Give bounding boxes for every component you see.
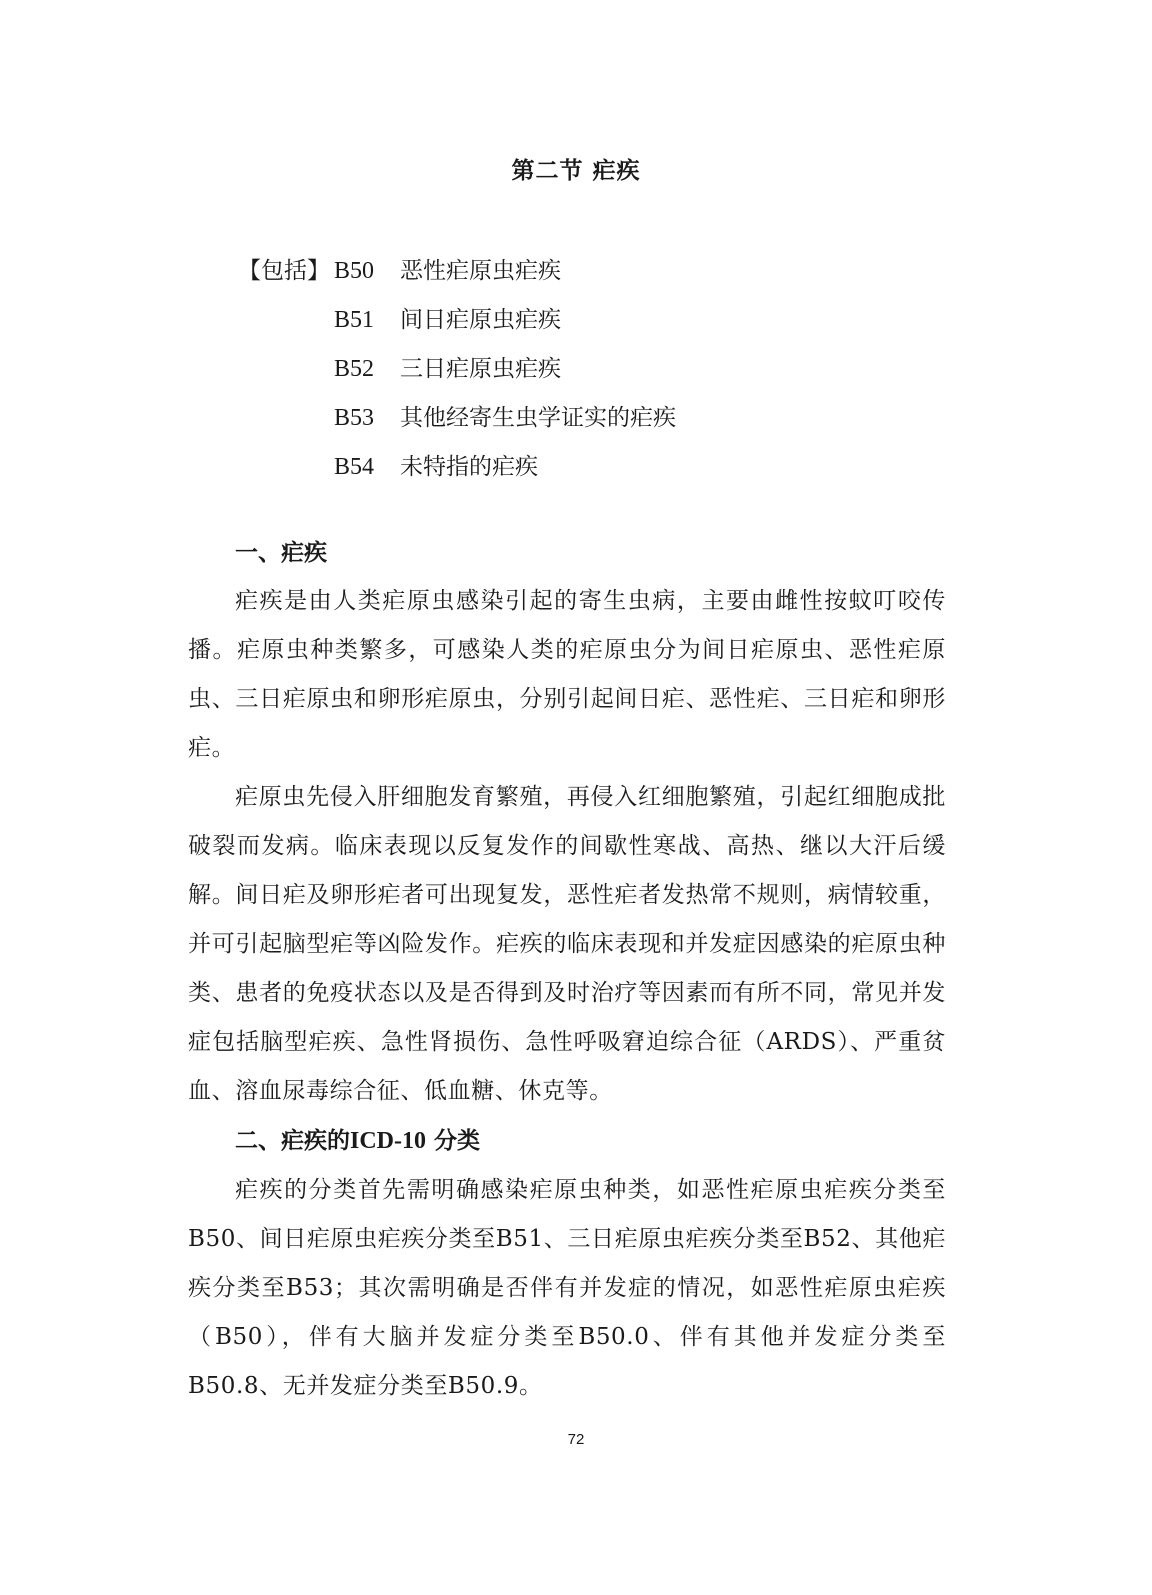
include-name: 其他经寄生虫学证实的疟疾 [400, 405, 676, 431]
includes-list [238, 254, 938, 499]
include-name: 间日疟原虫疟疾 [400, 307, 561, 333]
page-title: 第二节 疟疾 [511, 157, 641, 184]
include-name: 恶性疟原虫疟疾 [400, 258, 561, 284]
include-code: B51 [334, 307, 375, 333]
include-row [238, 401, 938, 450]
include-code: B50 [334, 258, 375, 284]
include-row [238, 352, 938, 401]
include-code: B52 [334, 356, 375, 382]
paragraph: 疟疾的分类首先需明确感染疟原虫种类，如恶性疟原虫疟疾分类至B50、间日疟原虫疟疾分类至B51、三日疟原虫疟疾分类至B52、其他疟疾分类至B53；其次需明确是否伴有并发症的情况，如恶性疟原虫疟疾（B50），伴有大脑并发症分类至B50.0、伴有其他并发症分类至B50.8、无并发症分类至B50.9。 [188, 1177, 946, 1399]
section-heading-code: ICD-10 [350, 1128, 426, 1154]
include-name: 三日疟原虫疟疾 [400, 356, 561, 382]
section-heading [188, 1116, 946, 1166]
body-content [188, 528, 946, 1411]
include-name: 未特指的疟疾 [400, 454, 538, 480]
include-row [238, 254, 938, 303]
includes-prefix: 【包括】 [238, 258, 330, 284]
page-number: 72 [567, 1431, 585, 1448]
include-code: B53 [334, 405, 375, 431]
paragraph: 疟原虫先侵入肝细胞发育繁殖，再侵入红细胞繁殖，引起红细胞成批破裂而发病。临床表现以反复发作的间歇性寒战、高热、继以大汗后缓解。间日疟及卵形疟者可出现复发，恶性疟者发热常不规则，病情较重，并可引起脑型疟等凶险发作。疟疾的临床表现和并发症因感染的疟原虫种类、患者的免疫状态以及是否得到及时治疗等因素而有所不同，常见并发症包括脑型疟疾、急性肾损伤、急性呼吸窘迫综合征（ARDS）、严重贫血、溶血尿毒综合征、低血糖、休克等。 [188, 784, 946, 1104]
section-heading-prefix: 二、疟疾的 [235, 1127, 350, 1154]
section-heading: 一、疟疾 [235, 539, 327, 566]
paragraph: 疟疾是由人类疟原虫感染引起的寄生虫病，主要由雌性按蚊叮咬传播。疟原虫种类繁多，可感染人类的疟原虫分为间日疟原虫、恶性疟原虫、三日疟原虫和卵形疟原虫，分别引起间日疟、恶性疟、三日疟和卵形疟。 [188, 588, 946, 761]
include-row [238, 450, 938, 499]
include-row [238, 303, 938, 352]
include-code: B54 [334, 454, 375, 480]
section-heading-suffix: 分类 [434, 1127, 481, 1154]
